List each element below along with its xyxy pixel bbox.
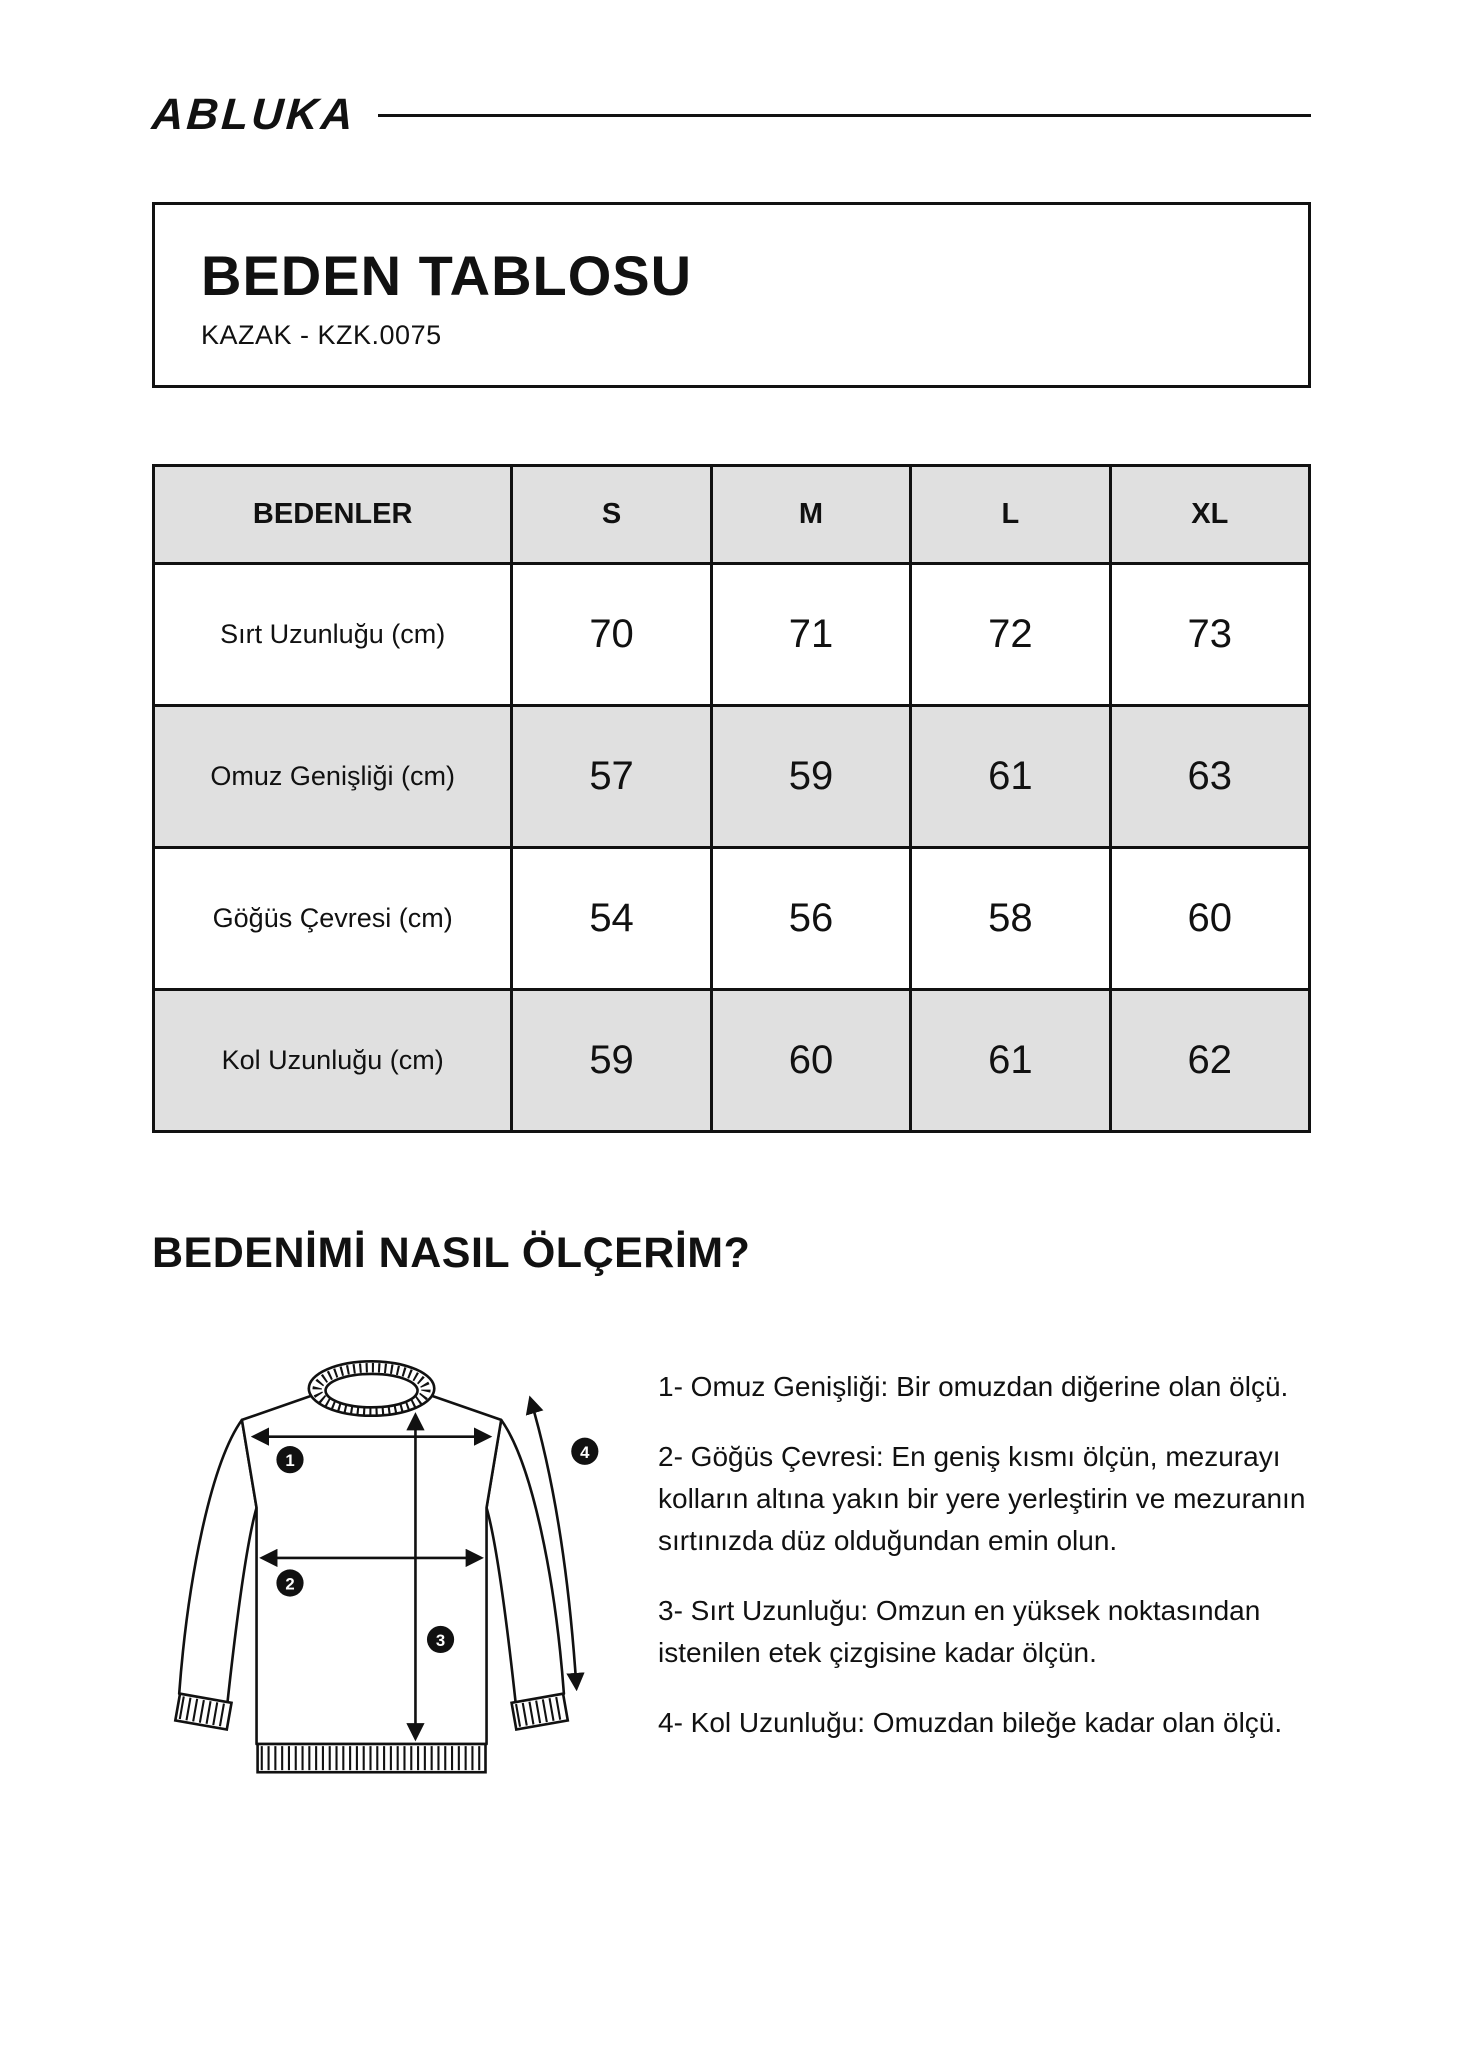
measurement-value: 59 <box>711 706 910 848</box>
brand-logo: ABLUKA <box>150 90 358 139</box>
sweater-illustration <box>152 1330 612 1800</box>
svg-text:2: 2 <box>285 1574 295 1594</box>
sweater-left-sleeve <box>179 1420 256 1704</box>
marker-1 <box>276 1446 303 1473</box>
size-table <box>152 464 1311 1133</box>
size-table-header-size: L <box>911 466 1110 564</box>
measurement-value: 71 <box>711 564 910 706</box>
instruction-item: 1- Omuz Genişliği: Bir omuzdan diğerine olan ölçü. <box>658 1371 1289 1402</box>
sweater-body <box>242 1395 501 1744</box>
product-code: KAZAK - KZK.0075 <box>201 320 442 350</box>
size-table-header-row <box>154 466 1310 564</box>
measurement-value: 59 <box>512 990 711 1132</box>
measurement-value: 63 <box>1110 706 1309 848</box>
measure-heading: BEDENİMİ NASIL ÖLÇERİM? <box>152 1229 751 1277</box>
measurement-value: 58 <box>911 848 1110 990</box>
table-row <box>154 848 1310 990</box>
measurement-value: 56 <box>711 848 910 990</box>
measurement-value: 60 <box>711 990 910 1132</box>
size-table-header-size: XL <box>1110 466 1309 564</box>
instruction-item: 2- Göğüs Çevresi: En geniş kısmı ölçün, mezurayı kolların altına yakın bir yere yerleştirin ve mezuranın sırtınızda düz olduğundan emin olun. <box>658 1441 1306 1556</box>
measurement-value: 54 <box>512 848 711 990</box>
title-box <box>152 202 1311 388</box>
measurement-label: Omuz Genişliği (cm) <box>154 706 512 848</box>
table-row <box>154 706 1310 848</box>
collar <box>309 1361 434 1415</box>
measurement-label: Kol Uzunluğu (cm) <box>154 990 512 1132</box>
svg-text:1: 1 <box>285 1451 295 1471</box>
instruction-item: 3- Sırt Uzunluğu: Omzun en yüksek noktasından istenilen etek çizgisine kadar ölçün. <box>658 1595 1261 1668</box>
measurement-value: 70 <box>512 564 711 706</box>
size-table-header-size: M <box>711 466 910 564</box>
header-rule <box>378 114 1311 117</box>
marker-3 <box>427 1626 454 1653</box>
measure-row <box>152 1330 1311 1800</box>
measurement-value: 72 <box>911 564 1110 706</box>
page-title: BEDEN TABLOSU <box>201 244 693 307</box>
measurement-value: 61 <box>911 706 1110 848</box>
measurement-label: Göğüs Çevresi (cm) <box>154 848 512 990</box>
measurement-value: 62 <box>1110 990 1309 1132</box>
brand-header <box>152 90 1311 140</box>
hem-ribbing <box>258 1744 486 1772</box>
measurement-value: 61 <box>911 990 1110 1132</box>
sweater-diagram <box>152 1330 612 1800</box>
size-table-header-label: BEDENLER <box>154 466 512 564</box>
measurement-value: 60 <box>1110 848 1309 990</box>
size-table-header-size: S <box>512 466 711 564</box>
marker-4 <box>571 1438 598 1465</box>
marker-2 <box>276 1569 303 1596</box>
table-row <box>154 990 1310 1132</box>
size-table-body <box>154 564 1310 1132</box>
sweater-right-sleeve <box>487 1420 564 1704</box>
measure-instructions <box>658 1330 1311 1772</box>
measurement-label: Sırt Uzunluğu (cm) <box>154 564 512 706</box>
measurement-value: 73 <box>1110 564 1309 706</box>
svg-text:4: 4 <box>580 1442 590 1462</box>
instruction-item: 4- Kol Uzunluğu: Omuzdan bileğe kadar olan ölçü. <box>658 1707 1283 1738</box>
table-row <box>154 564 1310 706</box>
svg-text:3: 3 <box>435 1630 446 1650</box>
measurement-value: 57 <box>512 706 711 848</box>
